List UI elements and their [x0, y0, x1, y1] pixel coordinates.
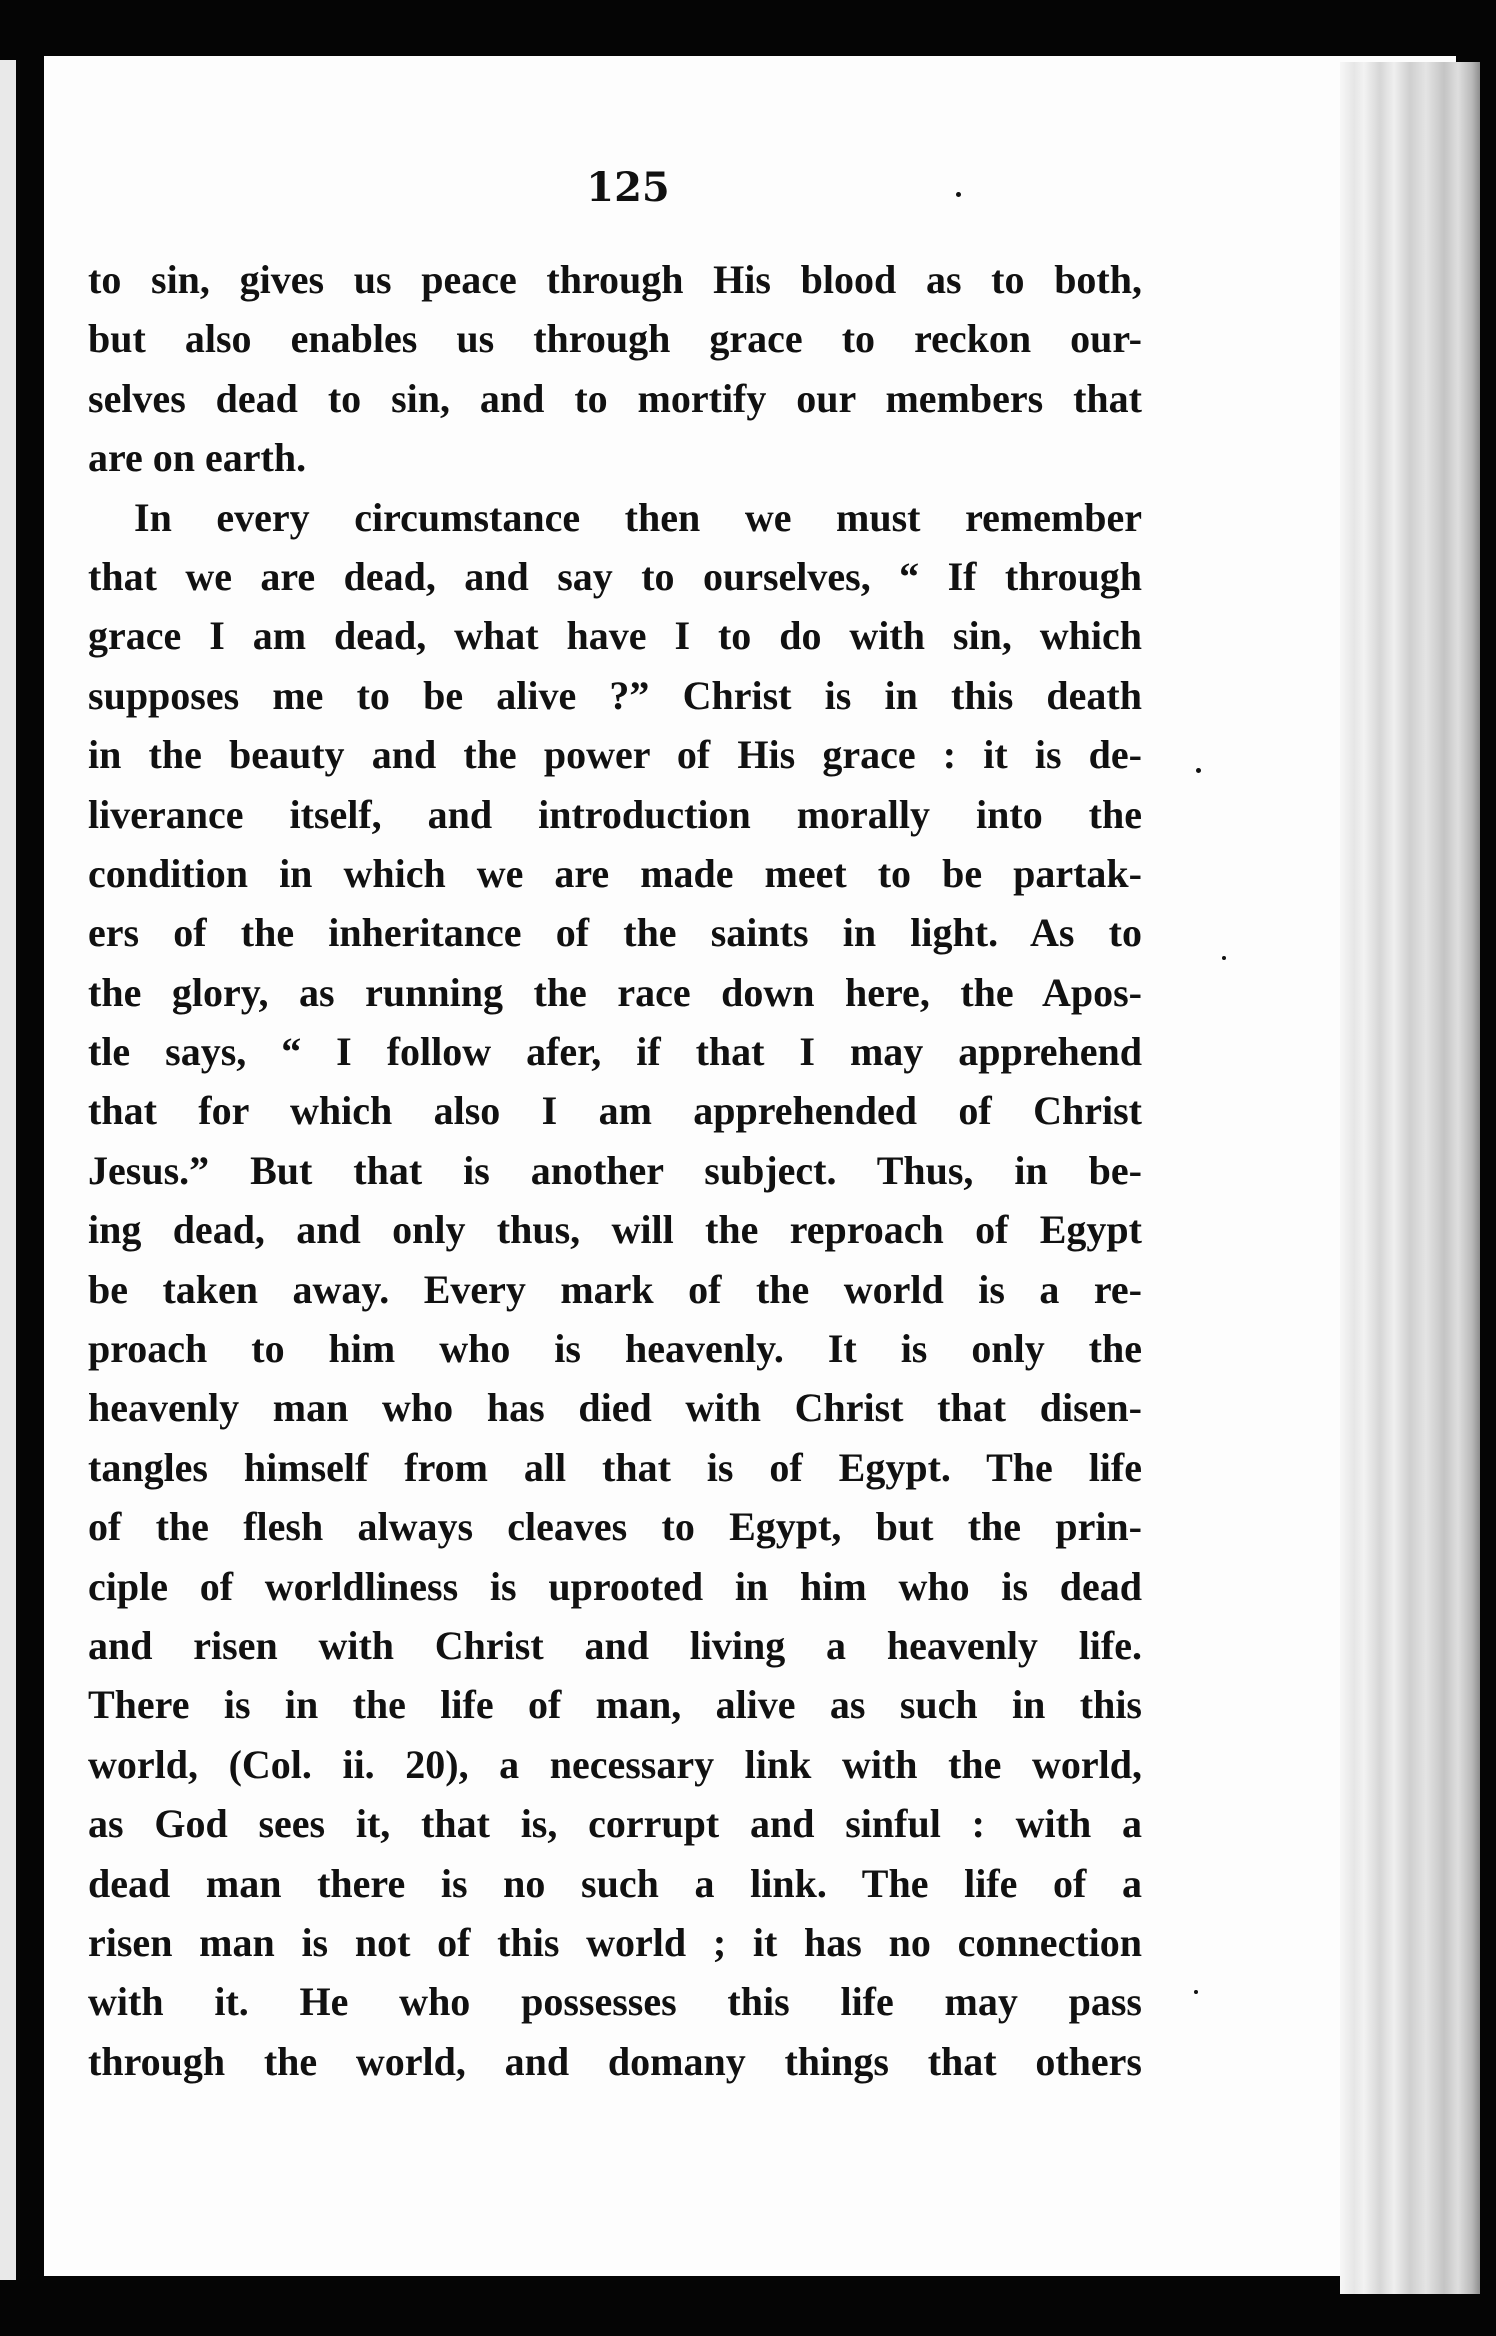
scan-speck — [1222, 956, 1226, 960]
text-line: supposes me to be alive ?” Christ is in this death — [88, 672, 1142, 718]
text-line: and risen with Christ and living a heavenly life. — [88, 1622, 1142, 1668]
text-line: ciple of worldliness is uprooted in him who is dead — [88, 1563, 1142, 1609]
text-line: in the beauty and the power of His grace : it is de- — [88, 732, 1142, 778]
text-line: world, (Col. ii. 20), a necessary link with the world, — [88, 1741, 1142, 1787]
text-line: liverance itself, and introduction morally into the — [88, 791, 1142, 837]
body-text — [88, 250, 1142, 2091]
text-line: as God sees it, that is, corrupt and sinful : with a — [88, 1801, 1142, 1847]
text-line: of the flesh always cleaves to Egypt, but the prin- — [88, 1504, 1142, 1550]
text-line: In every circumstance then we must remember — [134, 494, 1142, 540]
page-block-edge — [1340, 62, 1480, 2294]
text-line: be taken away. Every mark of the world is a re- — [88, 1266, 1142, 1312]
page-number: 125 — [586, 164, 670, 211]
text-line: to sin, gives us peace through His blood as to both, — [88, 257, 1142, 302]
text-line: with it. He who possesses this life may pass — [88, 1979, 1142, 2025]
facing-page-edge — [0, 60, 16, 2280]
text-line: There is in the life of man, alive as such in this — [88, 1682, 1142, 1728]
text-line: grace I am dead, what have I to do with sin, which — [88, 613, 1142, 659]
text-line: through the world, and domany things that others — [88, 2038, 1142, 2084]
text-line: but also enables us through grace to reckon our- — [88, 316, 1142, 362]
text-line: tle says, “ I follow afer, if that I may apprehend — [88, 1029, 1142, 1075]
text-line: dead man there is no such a link. The life of a — [88, 1860, 1142, 1906]
text-line: that for which also I am apprehended of Christ — [88, 1088, 1142, 1134]
text-line: selves dead to sin, and to mortify our members that — [88, 375, 1142, 421]
text-line: are on earth. — [88, 435, 307, 481]
text-line: condition in which we are made meet to be partak- — [88, 850, 1142, 896]
scan-speck — [956, 192, 961, 197]
scan-speck — [1194, 1990, 1198, 1994]
text-line: Jesus.” But that is another subject. Thus, in be- — [88, 1147, 1142, 1193]
scan-speck — [1196, 768, 1201, 773]
text-line: that we are dead, and say to ourselves, “ If through — [88, 553, 1142, 599]
text-line: risen man is not of this world ; it has no connection — [88, 1919, 1142, 1965]
text-line: ers of the inheritance of the saints in light. As to — [88, 910, 1142, 956]
text-line: tangles himself from all that is of Egypt. The life — [88, 1444, 1142, 1490]
text-line: proach to him who is heavenly. It is only the — [88, 1326, 1142, 1372]
text-line: ing dead, and only thus, will the reproach of Egypt — [88, 1207, 1142, 1253]
text-line: the glory, as running the race down here, the Apos- — [88, 969, 1142, 1015]
text-line: heavenly man who has died with Christ that disen- — [88, 1385, 1142, 1431]
